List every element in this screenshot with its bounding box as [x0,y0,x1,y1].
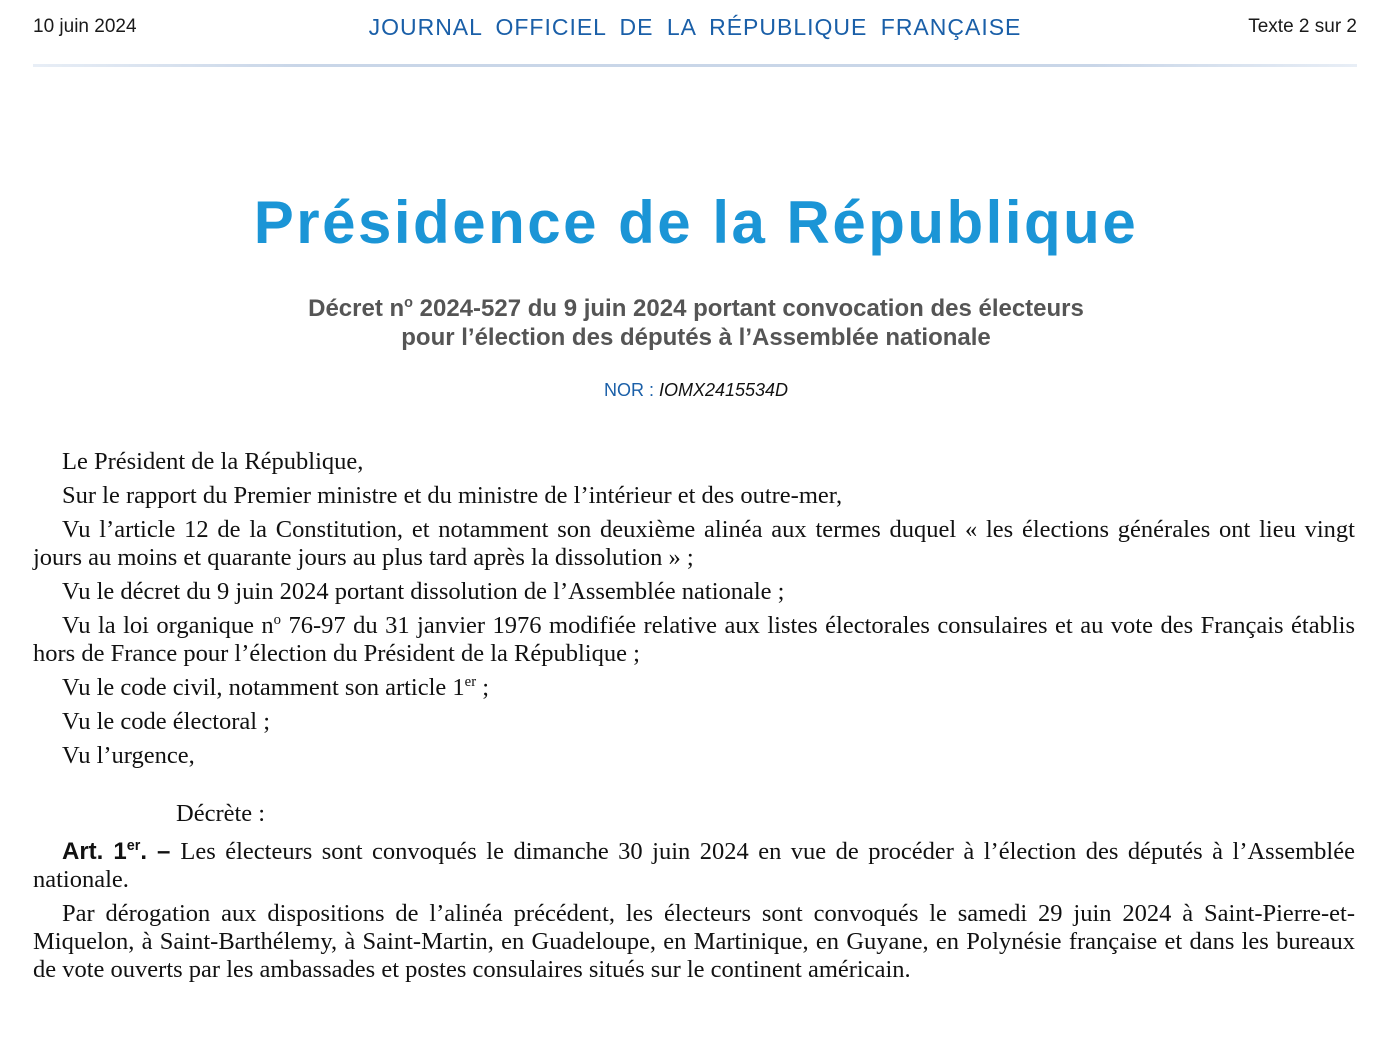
paragraph-dissolution: Vu le décret du 9 juin 2024 portant dissolution de l’Assemblée nationale ; [62,578,785,605]
nor-label: NOR : [603,380,659,400]
decree-title-line-1: Décret $n^o$ 2024-527 du 9 juin 2024 portant convocation des électeurs [308,295,1084,322]
paragraph-rapport: Sur le rapport du Premier ministre et du ministre de l’intérieur et des outre-mer, [62,482,843,509]
publication-date: 10 juin 2024 [33,16,137,37]
paragraph-president: Le Président de la République, [62,448,364,475]
header-divider [33,64,1357,67]
decrete-heading: Décrète : [176,800,266,827]
decree-title [0,294,1392,352]
journal-title: JOURNAL OFFICIEL DE LA RÉPUBLIQUE FRANÇAISE [368,14,1022,40]
decree-title-line-2: pour l’élection des députés à l’Assemblée nationale [401,324,991,351]
text-counter: Texte 2 sur 2 [1248,16,1357,37]
article-1-label: Art. 1er. – [62,838,181,865]
paragraph-derogation: Par dérogation aux dispositions de l’alinéa précédent, les électeurs sont convoqués le samedi 29 juin 2024 à Saint-Pierre-et-Miquelon, à Saint-Barthélemy, à Saint-Martin, en Guadeloupe, en Martinique, en Guyane, en Polynésie française et dans les bureaux de vote ouverts par les ambassades et postes consulaires situés sur le continent américain. [33,900,1355,983]
paragraph-urgence: Vu l’urgence, [62,742,195,769]
paragraph-loi-organique: Vu la loi organique $n^o$ 76-97 du 31 janvier 1976 modifiée relative aux listes électorales consulaires et au vote des Français établis hors de France pour l’élection du Président de la République ; [33,611,1355,667]
paragraph-code-civil: Vu le code civil, notamment son article 1er ; [62,673,490,701]
nor-code: IOMX2415534D [658,380,789,400]
article-1 [33,838,1355,894]
paragraph-code-electoral: Vu le code électoral ; [62,708,271,735]
article-1-text: Les électeurs sont convoqués le dimanche 30 juin 2024 en vue de procéder à l’élection des députés à l’Assemblée nationale. [33,838,1355,893]
page-header [33,0,1357,66]
decree-body [33,448,1355,990]
ministry-heading: Présidence de la République [253,189,1139,256]
nor-reference [0,380,1392,401]
paragraph-constitution: Vu l’article 12 de la Constitution, et notamment son deuxième alinéa aux termes duquel « les élections générales ont lieu vingt jours au moins et quarante jours au plus tard après la dissolution » ; [33,516,1355,571]
